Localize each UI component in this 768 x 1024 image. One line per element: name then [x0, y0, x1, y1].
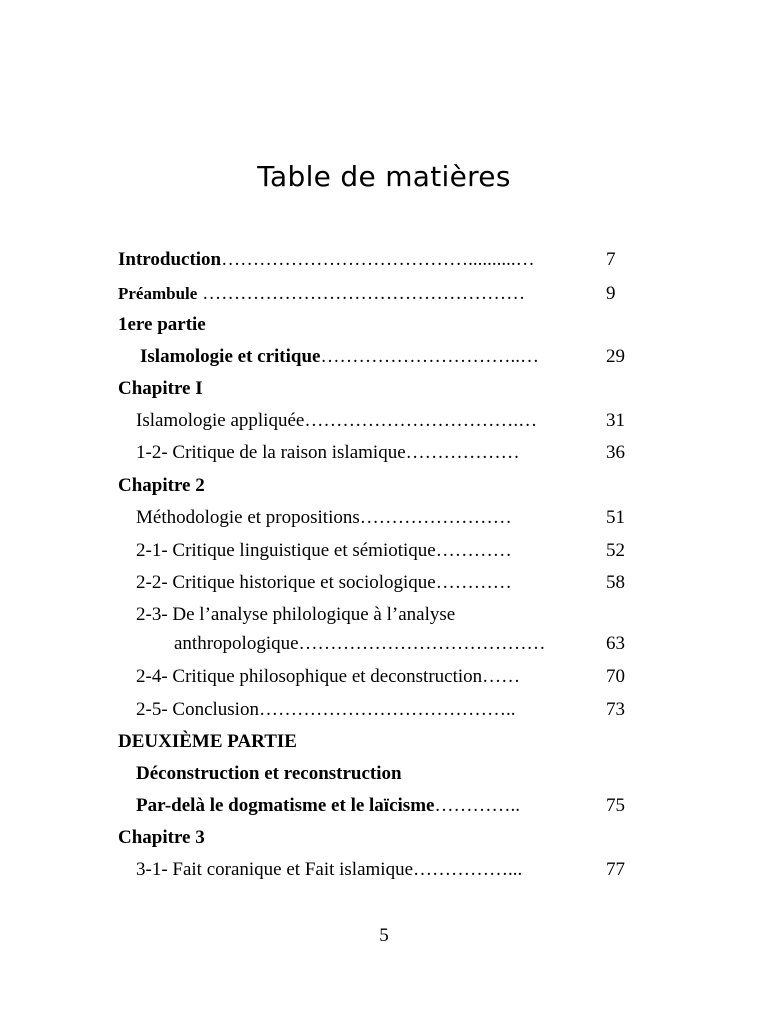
- toc-page-number: 73: [606, 699, 625, 720]
- dot-leader: …………………………………..: [258, 699, 516, 720]
- toc-entry-title: 2-1- Critique linguistique et sémiotique: [136, 540, 436, 561]
- toc-entry-title: 1-2- Critique de la raison islamique: [136, 442, 406, 463]
- toc-entry-title: DEUXIÈME PARTIE: [118, 731, 297, 752]
- toc-entry-title: anthropologique: [174, 633, 299, 654]
- toc-page-number: 77: [606, 859, 625, 880]
- toc-entry-title: 2-4- Critique philosophique et deconstruction: [136, 666, 483, 687]
- toc-entry: [118, 569, 638, 597]
- toc-entry-title: Chapitre I: [118, 378, 203, 399]
- dot-leader: ……: [482, 666, 521, 687]
- page-footer-number: 5: [379, 925, 389, 946]
- toc-page-number: 63: [606, 633, 625, 654]
- dot-leader: …………..: [434, 795, 520, 816]
- toc-entry-introduction: [118, 246, 638, 274]
- toc-page-number: 29: [606, 346, 625, 367]
- toc-chapter-heading: [118, 472, 638, 500]
- toc-entry: [118, 856, 638, 884]
- toc-page-number: 36: [606, 442, 625, 463]
- dot-leader: …………: [435, 540, 512, 561]
- toc-page-number: 58: [606, 572, 625, 593]
- toc-page-number: 31: [606, 410, 625, 431]
- toc-entry-title: Chapitre 2: [118, 475, 205, 496]
- dot-leader: ………………: [405, 442, 520, 463]
- toc-entry-title: 3-1- Fait coranique et Fait islamique: [136, 859, 414, 880]
- toc-page-number: 70: [606, 666, 625, 687]
- toc-page-number: 9: [606, 283, 616, 304]
- toc-entry: [118, 792, 638, 820]
- toc-entry-title: Islamologie et critique: [140, 346, 321, 367]
- toc-page-number: 51: [606, 507, 625, 528]
- toc-entry-title: Chapitre 3: [118, 827, 205, 848]
- toc-entry: [118, 504, 638, 532]
- toc-entry: [118, 663, 638, 691]
- dot-leader: …………………………..…: [320, 346, 539, 367]
- toc-entry-title: 1ere partie: [118, 314, 206, 335]
- toc-page-number: 75: [606, 795, 625, 816]
- toc-page-number: 52: [606, 540, 625, 561]
- toc-entry: [118, 696, 638, 724]
- toc-entry-continuation: [118, 630, 638, 658]
- toc-entry-title: Méthodologie et propositions: [136, 507, 360, 528]
- toc-chapter-heading: [118, 375, 638, 403]
- toc-part-subtitle: [118, 760, 638, 788]
- toc-page-number: 7: [606, 249, 616, 270]
- dot-leader: ……………………………………………: [197, 283, 526, 304]
- toc-part-heading: [118, 311, 638, 339]
- toc-entry-title: 2-2- Critique historique et sociologique: [136, 572, 436, 593]
- toc-entry-title: Déconstruction et reconstruction: [136, 763, 402, 784]
- dot-leader: …………………………………..........…: [221, 249, 535, 270]
- toc-entry: [118, 407, 638, 435]
- toc-entry: [118, 537, 638, 565]
- toc-entry: [118, 601, 638, 629]
- toc-chapter-heading: [118, 824, 638, 852]
- toc-entry-islamologie-et-critique: [118, 343, 638, 371]
- toc-entry: [118, 439, 638, 467]
- dot-leader: …………: [435, 572, 512, 593]
- toc-entry-title: Introduction: [118, 249, 222, 270]
- page-title: Table de matières: [257, 160, 511, 193]
- toc-entry-title: Préambule: [118, 284, 198, 303]
- dot-leader: ……………………: [359, 507, 512, 528]
- dot-leader: ……………...: [413, 859, 523, 880]
- toc-entry-title: Par-delà le dogmatisme et le laïcisme: [136, 795, 435, 816]
- toc-part-heading: [118, 728, 638, 756]
- toc-entry-title: 2-5- Conclusion: [136, 699, 259, 720]
- toc-entry-preambule: [118, 280, 638, 308]
- dot-leader: …………………………………: [298, 633, 546, 654]
- toc-entry-title: 2-3- De l’analyse philologique à l’analyse: [136, 604, 456, 625]
- toc-entry-title: Islamologie appliquée: [136, 410, 305, 431]
- dot-leader: …………………………….…: [304, 410, 538, 431]
